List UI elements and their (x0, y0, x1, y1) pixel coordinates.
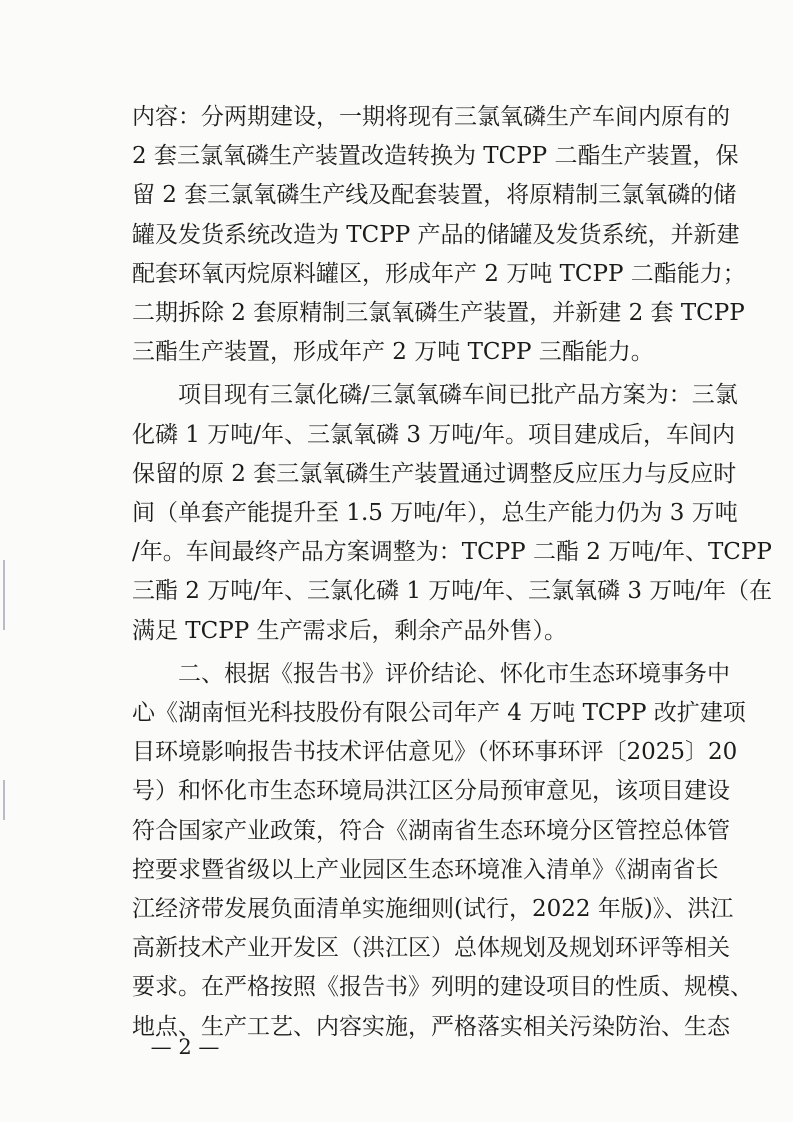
paragraph-line: 要求。在严格按照《报告书》列明的建设项目的性质、规模、 (132, 974, 753, 1001)
paragraph-line: 化磷 1 万吨/年、三氯氧磷 3 万吨/年。项目建成后，车间内 (132, 421, 736, 448)
paragraph-line: 符合国家产业政策，符合《湖南省生态环境分区管控总体管 (132, 817, 730, 844)
paragraph-line: 江经济带发展负面清单实施细则(试行，2022 年版)》、洪江 (132, 896, 734, 922)
paragraph-line: 2 套三氯氧磷生产装置改造转换为 TCPP 二酯生产装置，保 (132, 143, 739, 170)
paragraph-line: 保留的原 2 套三氯氧磷生产装置通过调整反应压力与反应时 (132, 460, 737, 487)
paragraph-line: 高新技术产业开发区（洪江区）总体规划及规划环评等相关 (132, 935, 730, 962)
paragraph-line: /年。车间最终产品方案调整为：TCPP 二酯 2 万吨/年、TCPP (132, 539, 772, 566)
page-number: — 2 — (150, 1035, 220, 1059)
paragraph-line: 号）和怀化市生态环境局洪江区分局预审意见，该项目建设 (132, 778, 730, 805)
paragraph-line: 间（单套产能提升至 1.5 万吨/年），总生产能力仍为 3 万吨 (132, 500, 738, 526)
paragraph-line: 地点、生产工艺、内容实施，严格落实相关污染防治、生态 (132, 1013, 730, 1040)
scan-edge-mark (3, 560, 5, 630)
paragraph-line: 满足 TCPP 生产需求后，剩余产品外售）。 (132, 617, 568, 644)
scan-edge-mark (3, 780, 5, 820)
paragraph-line: 心《湖南恒光科技股份有限公司年产 4 万吨 TCPP 改扩建项 (132, 700, 746, 726)
paragraph-line: 配套环氧丙烷原料罐区，形成年产 2 万吨 TCPP 二酯能力； (132, 260, 746, 287)
paragraph-line: 二期拆除 2 套原精制三氯氧磷生产装置，并新建 2 套 TCPP (132, 300, 745, 326)
paragraph-line: 三酯生产装置，形成年产 2 万吨 TCPP 三酯能力。 (132, 339, 654, 366)
paragraph-line: 内容：分两期建设，一期将现有三氯氧磷生产车间内原有的 (132, 104, 730, 130)
paragraph-line: 控要求暨省级以上产业园区生态环境准入清单》《湖南省长 (132, 856, 719, 883)
paragraph-line: 项目现有三氯化磷/三氯氧磷车间已批产品方案为：三氯 (178, 382, 738, 409)
paragraph-line: 留 2 套三氯氧磷生产线及配套装置，将原精制三氯氧磷的储 (132, 182, 737, 209)
paragraph-line: 二、根据《报告书》评价结论、怀化市生态环境事务中 (178, 660, 730, 687)
paragraph-line: 罐及发货系统改造为 TCPP 产品的储罐及发货系统，并新建 (132, 221, 740, 248)
paragraph-line: 目环境影响报告书技术评估意见》（怀环事环评〔2025〕20 (132, 739, 738, 766)
paragraph-line: 三酯 2 万吨/年、三氯化磷 1 万吨/年、三氯氧磷 3 万吨/年（在 (132, 578, 773, 605)
